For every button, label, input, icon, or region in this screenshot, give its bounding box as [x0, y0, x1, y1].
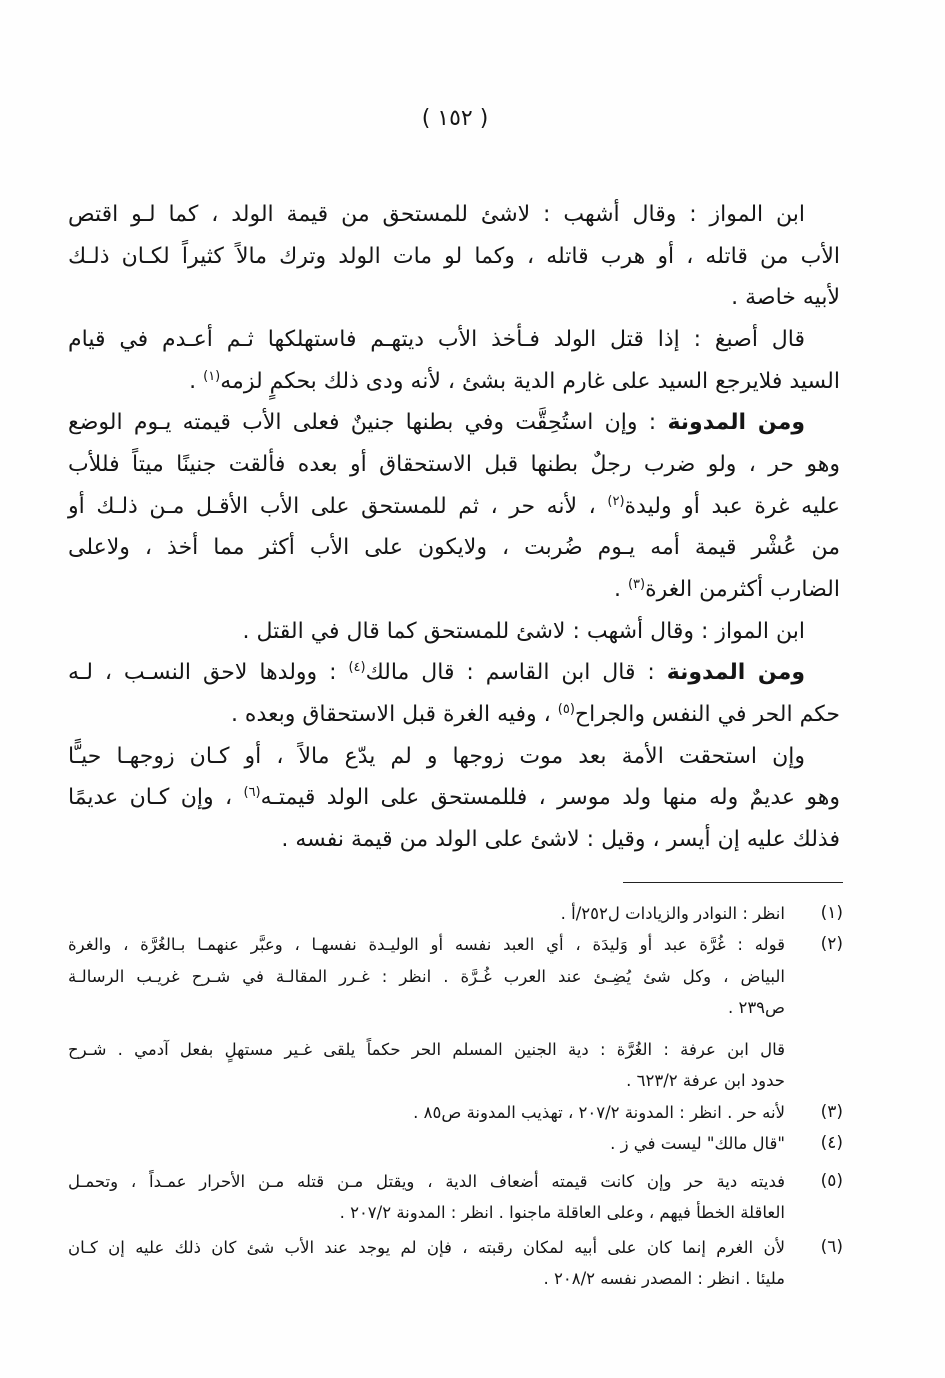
- line-text: السيد فلايرجع السيد على غارم الدية بشئ ، لأنه ودى ذلك بحكمٍ لزمه: [220, 368, 840, 394]
- footnote-reference: (١): [203, 368, 221, 384]
- page-number: ( ١٥٢ ): [421, 106, 489, 131]
- footnote-line: قال ابن عرفة : الغُرَّة : دية الجنين المسلم الحر حكماً يلقى غـير مستهلٍ بفعل آدمي . شـرح: [68, 1039, 785, 1059]
- footnote-line: مليئا . انظر : المصدر نفسه ٢٠٨/٢ .: [543, 1269, 785, 1288]
- text-line: وإن استحقت الأمة بعد موت زوجها و لم يدّع مالاً ، أو كـان زوجهـا حيـًّا: [68, 743, 805, 769]
- text-line: [68, 777, 840, 819]
- main-text: [68, 194, 840, 861]
- text-line: [68, 361, 840, 403]
- footnote: [68, 1166, 843, 1229]
- footnote-continuation: [68, 1034, 785, 1097]
- line-text: الضارب أكثرمن الغرة: [645, 576, 840, 602]
- section-lead: ومن المدونة: [666, 660, 805, 686]
- paragraph: [68, 402, 840, 610]
- footnote: [68, 1232, 843, 1295]
- text-line: [68, 694, 840, 736]
- text-line: ابن المواز : وقال أشهب : لاشئ للمستحق من قيمة الولد ، كما لـو اقتص: [68, 202, 805, 227]
- footnote-reference: (٢): [607, 493, 625, 509]
- footnote-line: فديته دية حر وإن كانت قيمته أضعاف الدية ، ويقتل مـن قتله مـن الأحرار عمـداً ، وتحمـل: [68, 1171, 785, 1191]
- footnote-line: انظر : النوادر والزيادات ل٢٥٢/أ .: [560, 903, 785, 923]
- line-text: : وولدها لاحق النسـب ، لـه: [68, 660, 349, 686]
- footnote-line: العاقلة الخطأ فيهم ، وعلى العاقلة ماجنوا . انظر : المدونة ٢٠٧/٢ .: [339, 1203, 785, 1222]
- text-line: [68, 652, 840, 694]
- line-text: : قال ابن القاسم : قال مالك: [365, 660, 667, 686]
- paragraph: [68, 611, 840, 653]
- footnote-line: "قال مالك" ليست في ز .: [610, 1134, 785, 1153]
- text-line: الأب من قاتله ، أو هرب قاتله ، وكما لو مات الولد وترك مالاً كثيراً لكـان ذلـك: [68, 243, 840, 269]
- text-line: [68, 486, 840, 528]
- text-line: ابن المواز : وقال أشهب : لاشئ للمستحق كما قال في القتل .: [242, 618, 805, 644]
- text-line: [68, 402, 840, 444]
- footnote-line: لأن الغرم إنما كان على أبيه لمكان رقبته ، فإن لم يوجد عند الأب شئ كان ذلك عليه إن كـان: [68, 1237, 785, 1257]
- footnote-reference: (٣): [627, 577, 646, 593]
- footnote-reference: (٥): [557, 702, 575, 718]
- paragraph: [68, 194, 840, 319]
- text-line: قال أصبغ : إذا قتل الولد فـأخذ الأب ديتهـم فاستهلكها ثـم أعـدم في قيام: [68, 326, 805, 352]
- footnote-text: [68, 1097, 785, 1129]
- paragraph: [68, 652, 840, 735]
- line-text: : وإن استُحِقَّت وفي بطنها جنينٌ فعلى الأب قيمته يـوم الوضع: [68, 410, 668, 436]
- footnote-text: [68, 1166, 785, 1229]
- footnote-text: [68, 929, 785, 1097]
- line-text: .: [613, 576, 628, 602]
- footnote-line: ص٢٣٩ .: [727, 998, 785, 1017]
- footnote-line: لأنه حر . انظر : المدونة ٢٠٧/٢ ، تهذيب المدونة ص٨٥ .: [413, 1102, 785, 1122]
- footnote-marker: (٢): [820, 934, 843, 954]
- footnote-line: قوله : غُرَّة عبد أو وَليدَة ، أي العبد نفسه أو الوليـدة نفسهـا ، وعبَّر عنهمـا بـالغُرَّة ، والغرة: [68, 935, 785, 954]
- footnote: [68, 1097, 843, 1129]
- footnotes: [68, 898, 843, 1295]
- footnote-marker: (١): [820, 902, 843, 923]
- line-text: .: [189, 368, 204, 394]
- line-text: عليه غرة عبد أو وليدة: [624, 493, 840, 519]
- line-text: ، لأنه حر ، ثم للمستحق على الأب الأقـل مـن ذلـك أو: [68, 493, 608, 519]
- text-line: وهو حر ، ولو ضرب رجلٌ بطنها قبل الاستحقاق أو بعده فألقت جنينًا ميتاً فللأب: [68, 451, 840, 477]
- footnote: [68, 1128, 843, 1160]
- footnote: [68, 898, 843, 930]
- text-line: من عُشْر قيمة أمه يـوم ضُربت ، ولايكون على الأب أكثر مما أخذ ، ولاعلى: [68, 535, 840, 561]
- line-text: وهو عديمٌ وله منها ولد موسر ، فللمستحق على الولد قيمتـه: [260, 785, 840, 811]
- line-text: ، وفيه الغرة قبل الاستحقاق وبعده .: [230, 701, 558, 727]
- paragraph: [68, 319, 840, 402]
- footnote-separator: [623, 882, 843, 883]
- section-lead: ومن المدونة: [667, 410, 805, 436]
- text-line: لأبيه خاصة .: [731, 285, 840, 311]
- footnote-text: [68, 898, 785, 930]
- footnote-line: حدود ابن عرفة ٦٢٣/٢ .: [626, 1071, 785, 1090]
- footnote-reference: (٤): [348, 660, 366, 676]
- footnote-reference: (٦): [243, 785, 261, 801]
- footnote-text: [68, 1232, 785, 1295]
- footnote: [68, 929, 843, 1097]
- line-text: ، وإن كـان عديمًا: [68, 785, 244, 811]
- footnote-marker: (٦): [820, 1236, 843, 1257]
- footnote-marker: (٤): [820, 1133, 843, 1153]
- footnote-line: البياض ، وكل شئ يُضِـئ عند العرب غُـرَّة . انظر : غـرر المقالـة في شـرح غريـب الرسالـة: [68, 966, 785, 986]
- footnote-text: [68, 1128, 785, 1160]
- paragraph: [68, 736, 840, 861]
- footnote-marker: (٥): [820, 1170, 843, 1191]
- text-line: [68, 569, 840, 611]
- text-line: فذلك عليه إن أيسر ، وقيل : لاشئ على الولد من قيمة نفسه .: [281, 826, 840, 852]
- footnote-marker: (٣): [820, 1101, 843, 1122]
- line-text: حكم الحر في النفس والجراح: [574, 701, 840, 727]
